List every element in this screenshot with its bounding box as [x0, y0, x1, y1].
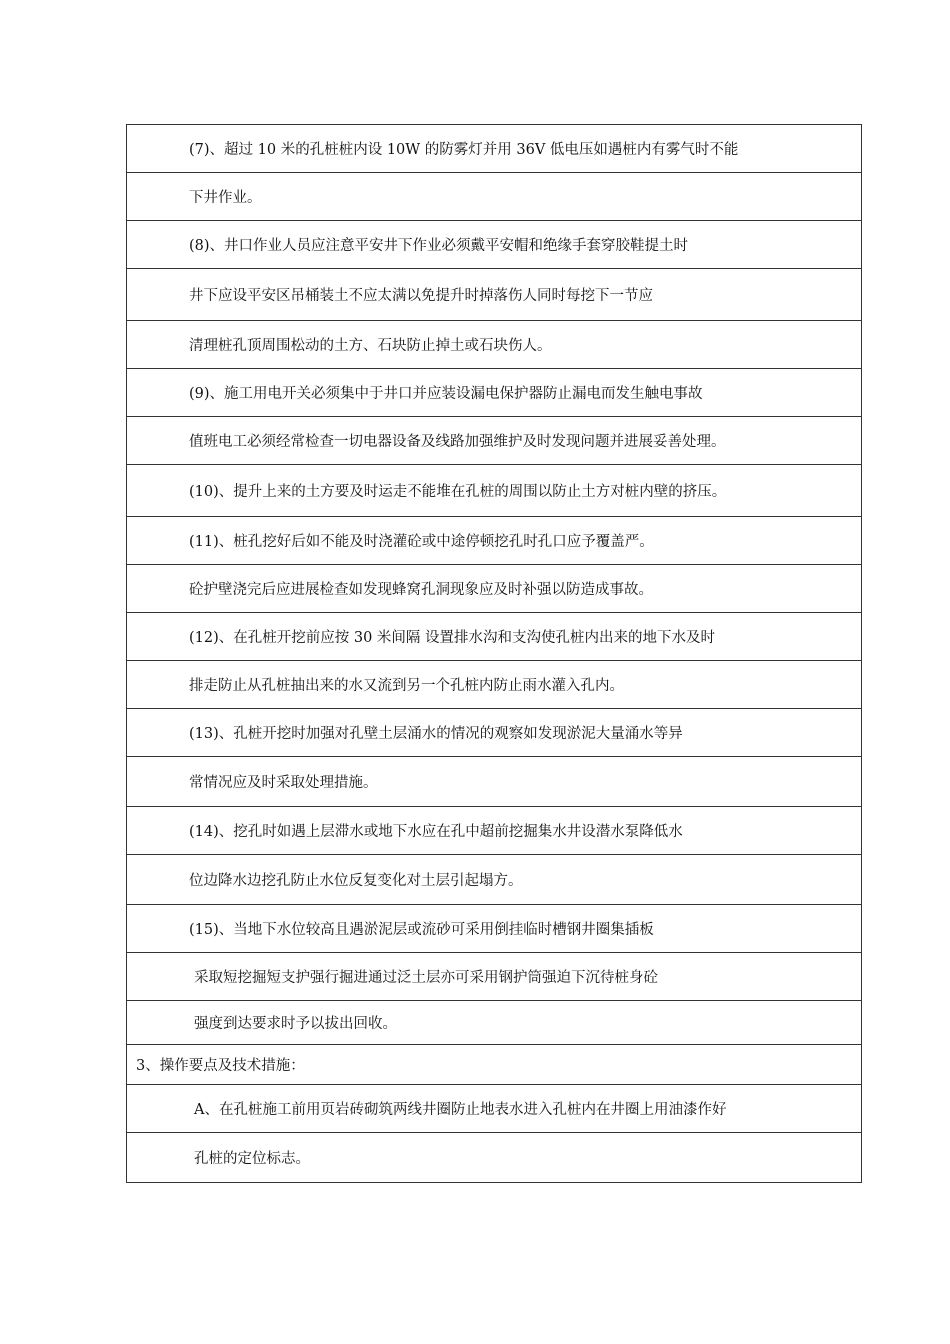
table-row — [127, 661, 861, 709]
table-row — [127, 709, 861, 757]
table-row — [127, 517, 861, 565]
row-text: 孔桩的定位标志。 — [194, 1151, 310, 1167]
row-text: (14)、挖孔时如遇上层滞水或地下水应在孔中超前挖掘集水井设潜水泵降低水 — [189, 824, 683, 840]
table-row — [127, 269, 861, 321]
table-row — [127, 1085, 861, 1133]
row-text: (12)、在孔桩开挖前应按 30 米间隔 设置排水沟和支沟使孔桩内出来的地下水及时 — [189, 630, 716, 646]
row-text: 位边降水边挖孔防止水位反复变化对土层引起塌方。 — [189, 873, 523, 889]
table-row — [127, 613, 861, 661]
row-text: (11)、桩孔挖好后如不能及时浇灌砼或中途停顿挖孔时孔口应予覆盖严。 — [189, 534, 654, 550]
table-row — [127, 905, 861, 953]
table-row — [127, 417, 861, 465]
row-text: (9)、施工用电开关必须集中于井口并应装设漏电保护器防止漏电而发生触电事故 — [189, 386, 703, 402]
table-row — [127, 807, 861, 855]
row-text: (15)、当地下水位较高且遇淤泥层或流砂可采用倒挂临时槽钢井圈集插板 — [189, 922, 654, 938]
table-row — [127, 855, 861, 905]
row-text: 强度到达要求时予以拔出回收。 — [194, 1016, 397, 1032]
row-text: (7)、超过 10 米的孔桩桩内设 10W 的防雾灯并用 36V 低电压如遇桩内有雾气时不能 — [189, 142, 739, 158]
row-text: 下井作业。 — [189, 190, 262, 206]
table-row — [127, 321, 861, 369]
table-row — [127, 565, 861, 613]
table-row — [127, 757, 861, 807]
table-row — [127, 173, 861, 221]
table-row — [127, 125, 861, 173]
row-text: 排走防止从孔桩抽出来的水又流到另一个孔桩内防止雨水灌入孔内。 — [189, 678, 624, 694]
table-row — [127, 1133, 861, 1182]
table-row — [127, 953, 861, 1001]
row-text: (8)、井口作业人员应注意平安井下作业必须戴平安帽和绝缘手套穿胶鞋提土时 — [189, 238, 689, 254]
row-text: 3、操作要点及技术措施： — [136, 1058, 305, 1074]
row-text: 采取短挖掘短支护强行掘进通过泛土层亦可采用钢护筒强迫下沉待桩身砼 — [194, 970, 658, 986]
table-row — [127, 1001, 861, 1045]
row-text: 砼护壁浇完后应进展检查如发现蜂窝孔洞现象应及时补强以防造成事故。 — [189, 582, 653, 598]
table-row — [127, 369, 861, 417]
row-text: (10)、提升上来的土方要及时运走不能堆在孔桩的周围以防止土方对桩内壁的挤压。 — [189, 484, 727, 500]
row-text: 井下应设平安区吊桶装土不应太满以免提升时掉落伤人同时每挖下一节应 — [189, 288, 653, 304]
table-row — [127, 221, 861, 269]
row-text: 值班电工必须经常检查一切电器设备及线路加强维护及时发现问题并进展妥善处理。 — [189, 434, 726, 450]
row-text: (13)、孔桩开挖时加强对孔壁土层涌水的情况的观察如发现淤泥大量涌水等异 — [189, 726, 683, 742]
row-text: 常情况应及时采取处理措施。 — [189, 775, 378, 791]
document-table — [126, 124, 862, 1183]
row-text: A、在孔桩施工前用页岩砖砌筑两线井圈防止地表水进入孔桩内在井圈上用油漆作好 — [194, 1102, 727, 1118]
table-row — [127, 1045, 861, 1085]
table-row — [127, 465, 861, 517]
row-text: 清理桩孔顶周围松动的土方、石块防止掉土或石块伤人。 — [189, 338, 552, 354]
